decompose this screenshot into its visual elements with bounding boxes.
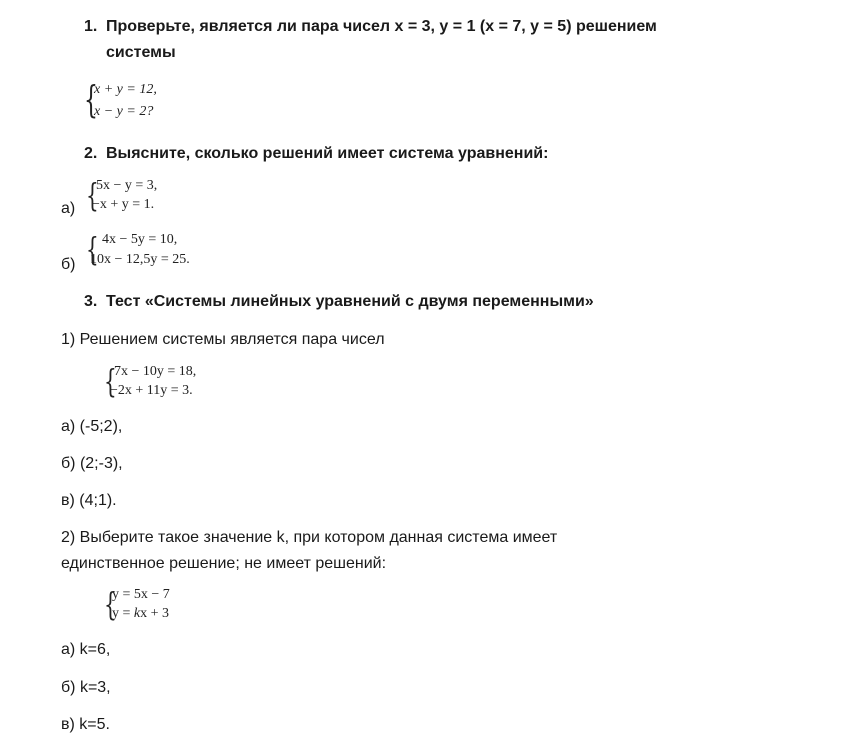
task3-q2-text-line2: единственное решение; не имеет решений:: [61, 555, 387, 572]
task1-eq1: x + y = 12,: [94, 82, 157, 97]
task1-text-line2: системы: [106, 44, 176, 61]
task2-heading: [84, 145, 548, 163]
task1-number: 1.: [84, 18, 98, 35]
task3-q2-eq2-k: k: [133, 606, 141, 621]
system-brace: {: [84, 80, 98, 123]
task3-q1-option-b: б) (2;-3),: [61, 455, 123, 472]
task2-title: Выясните, сколько решений имеет система уравнений:: [106, 145, 549, 162]
task3-q1-option-a: а) (-5;2),: [61, 418, 123, 435]
task2-a-eq2: −x + y = 1.: [92, 197, 155, 212]
task2-b-eq1: 4x − 5y = 10,: [102, 232, 178, 247]
task3-q2-eq2-pre: y =: [112, 606, 134, 621]
task2-b-eq2: 10x − 12,5y = 25.: [90, 252, 190, 267]
system-brace: {: [104, 362, 117, 401]
task3-q2-text-line1: 2) Выберите такое значение k, при котором данная система имеет: [61, 529, 558, 546]
task3-q2-eq2-post: x + 3: [140, 606, 170, 621]
task3-q1-text: 1) Решением системы является пара чисел: [61, 331, 385, 348]
task2-number: 2.: [84, 145, 98, 162]
system-brace: {: [86, 230, 99, 269]
task1-eq2: x − y = 2?: [94, 104, 154, 119]
task3-title: Тест «Системы линейных уравнений с двумя переменными»: [106, 293, 594, 310]
system-brace: {: [86, 176, 99, 215]
task3-number: 3.: [84, 293, 98, 310]
task1-text-line1: Проверьте, является ли пара чисел x = 3, y = 1 (x = 7, y = 5) решением: [106, 18, 657, 35]
task3-q1-eq1: 7x − 10y = 18,: [114, 364, 197, 379]
task2-a-label: а): [61, 200, 76, 217]
task2-a-eq1: 5x − y = 3,: [96, 178, 158, 193]
task1-heading: [84, 18, 657, 36]
system-brace: {: [104, 585, 117, 624]
task2-b-label: б): [61, 256, 76, 273]
task3-q2-eq1: y = 5x − 7: [112, 587, 170, 602]
task3-q2-option-b: б) k=3,: [61, 679, 111, 696]
task3-q2-option-a: а) k=6,: [61, 641, 111, 658]
task3-q1-option-c: в) (4;1).: [61, 492, 117, 509]
task3-q1-eq2: −2x + 11y = 3.: [110, 383, 193, 398]
task3-q2-option-c: в) k=5.: [61, 716, 110, 733]
task3-heading: [84, 293, 594, 311]
task3-q2-eq2: [112, 606, 169, 622]
